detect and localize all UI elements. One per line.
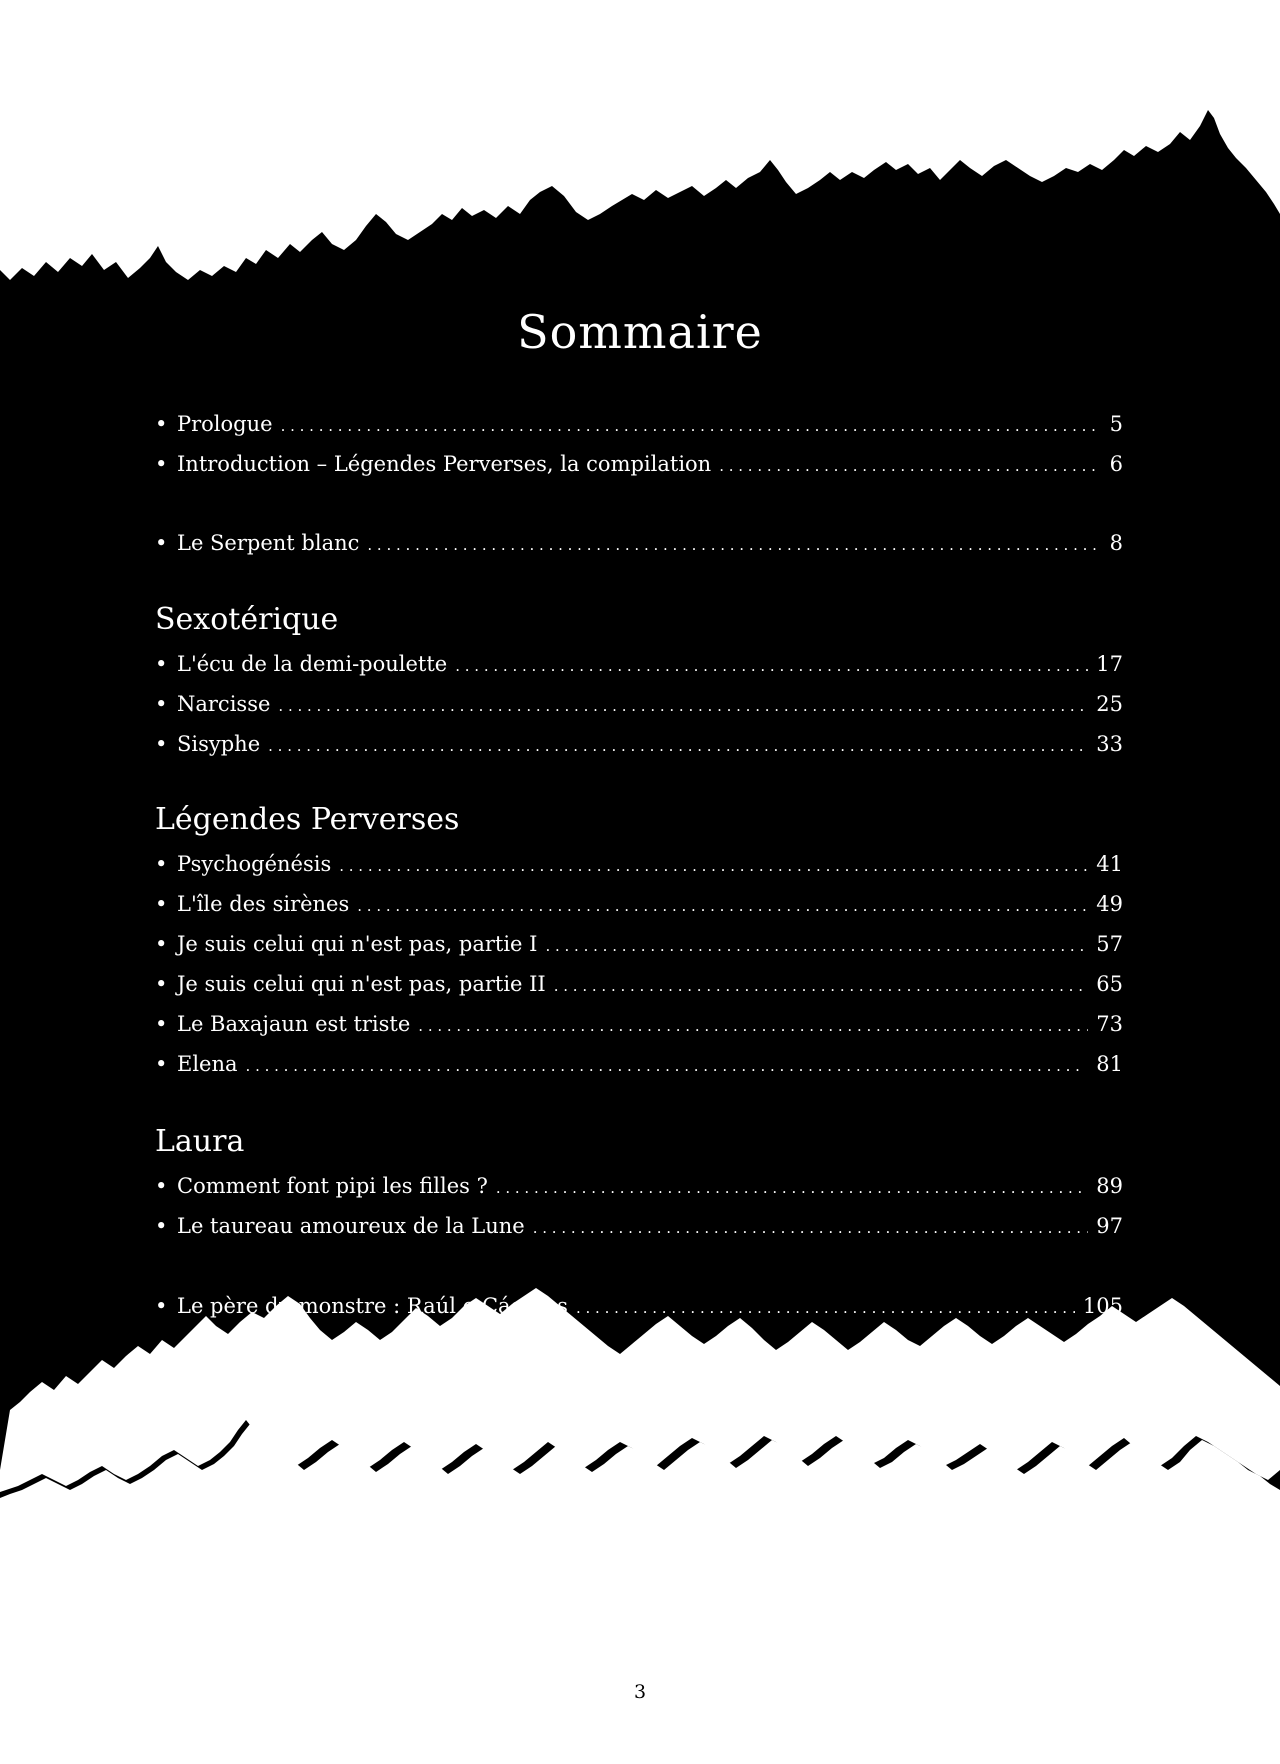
bullet-marker: • [155,972,168,996]
toc-entry-page: 8 [1109,531,1123,555]
toc-entry-ile-sirenes [155,888,1123,920]
bullet-marker: • [155,652,168,676]
section-heading-sexoterique: Sexotérique [155,602,339,637]
bullet-marker: • [155,1052,168,1076]
toc-entry-je-suis-partie-2 [155,968,1123,1000]
toc-entry-ecu [155,648,1123,680]
toc-entry-page: 49 [1096,892,1123,916]
toc-entry-title: Introduction – Légendes Perverses, la compilation [177,452,712,476]
bullet-marker: • [155,412,168,436]
dot-leader [357,890,1088,922]
page-title: Sommaire [517,305,763,359]
toc-entry-page: 97 [1096,1214,1123,1238]
bullet-marker: • [155,732,168,756]
page-number: 3 [633,1681,647,1703]
toc-entry-page: 105 [1082,1294,1123,1318]
toc-entry-page: 89 [1096,1174,1123,1198]
toc-entry-pere-du-monstre [155,1290,1123,1322]
dot-leader [545,930,1088,962]
toc-entry-prologue [155,408,1123,440]
dot-leader [281,410,1102,442]
toc-entry-title: Le Baxajaun est triste [177,1012,411,1036]
toc-entry-title: Psychogénésis [177,852,332,876]
toc-entry-page: 65 [1096,972,1123,996]
bullet-marker: • [155,1012,168,1036]
toc-entry-title: L'écu de la demi-poulette [177,652,448,676]
bullet-marker: • [155,932,168,956]
toc-entry-title: Le père du monstre : Raúl o Cáceres [177,1294,568,1318]
dot-leader [496,1172,1088,1204]
toc-entry-comment-font [155,1170,1123,1202]
toc-entry-title: Je suis celui qui n'est pas, partie I [177,932,538,956]
bullet-marker: • [155,531,168,555]
toc-entry-title: Je suis celui qui n'est pas, partie II [177,972,546,996]
dot-leader [533,1212,1089,1244]
toc-entry-elena [155,1048,1123,1080]
toc-entry-page: 57 [1096,932,1123,956]
bullet-marker: • [155,692,168,716]
toc-entry-title: Le Serpent blanc [177,531,360,555]
toc-entry-page: 33 [1096,732,1123,756]
bullet-marker: • [155,1214,168,1238]
dot-leader [719,450,1101,482]
toc-entry-introduction [155,448,1123,480]
toc-entry-title: Elena [177,1052,238,1076]
toc-entry-page: 73 [1096,1012,1123,1036]
toc-entry-title: Narcisse [177,692,271,716]
toc-entry-page: 6 [1109,452,1123,476]
toc-entry-taureau [155,1210,1123,1242]
bullet-marker: • [155,452,168,476]
toc-entry-je-suis-partie-1 [155,928,1123,960]
dot-leader [418,1010,1088,1042]
bullet-marker: • [155,892,168,916]
dot-leader [278,690,1088,722]
toc-entry-title: L'île des sirènes [177,892,350,916]
section-heading-laura: Laura [155,1124,245,1159]
bullet-marker: • [155,1294,168,1318]
toc-entry-sisyphe [155,728,1123,760]
bullet-marker: • [155,1174,168,1198]
dot-leader [455,650,1088,682]
toc-entry-page: 41 [1096,852,1123,876]
dot-leader [576,1292,1075,1324]
dot-leader [339,850,1088,882]
toc-entry-narcisse [155,688,1123,720]
toc-entry-page: 81 [1096,1052,1123,1076]
toc-entry-page: 17 [1096,652,1123,676]
toc-entry-psychogenesis [155,848,1123,880]
section-heading-legendes-perverses: Légendes Perverses [155,802,460,837]
toc-entry-page: 25 [1096,692,1123,716]
dot-leader [246,1050,1089,1082]
dot-leader [268,730,1088,762]
toc-entry-title: Le taureau amoureux de la Lune [177,1214,525,1238]
toc-entry-title: Prologue [177,412,273,436]
toc-entry-title: Sisyphe [177,732,261,756]
toc-entry-serpent-blanc [155,527,1123,559]
dot-leader [367,529,1101,561]
dot-leader [554,970,1089,1002]
toc-entry-baxajaun [155,1008,1123,1040]
bullet-marker: • [155,852,168,876]
toc-entry-title: Comment font pipi les filles ? [177,1174,488,1198]
toc-entry-page: 5 [1109,412,1123,436]
